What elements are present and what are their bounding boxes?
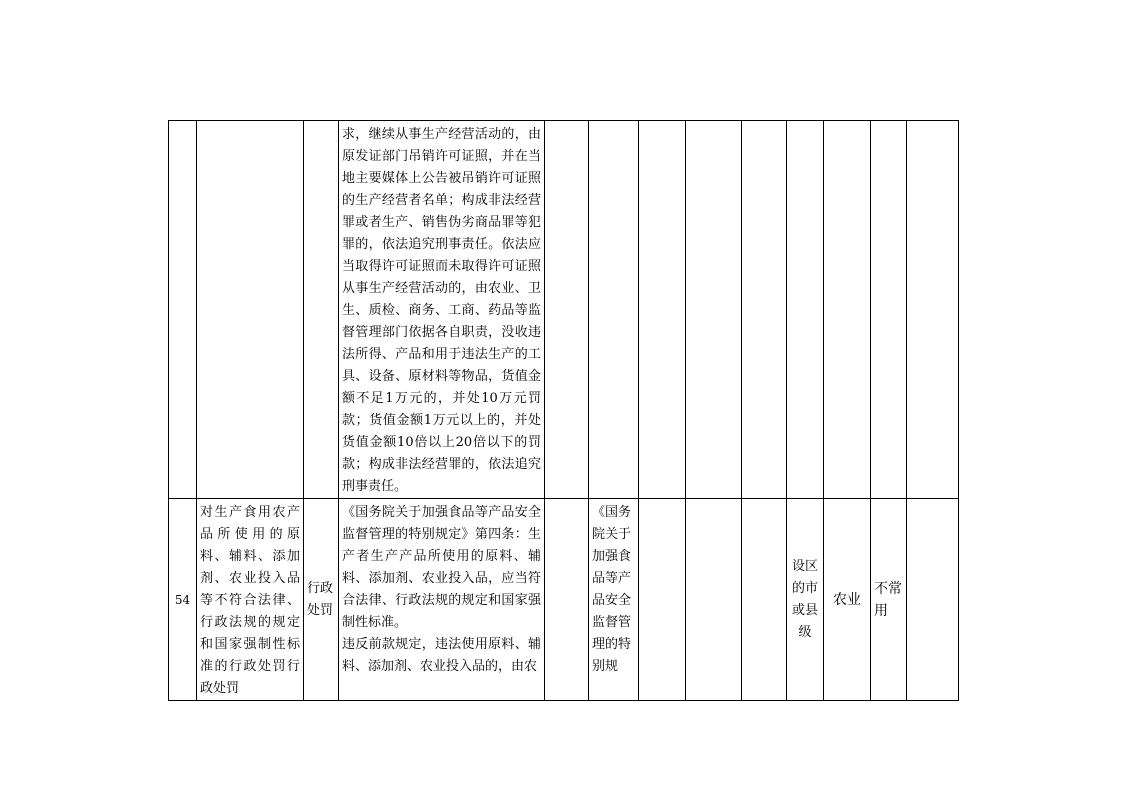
doc-cell: [589, 121, 639, 499]
doc-cell: 《国务院关于加强食品等产品安全监督管理的特别规: [589, 499, 639, 701]
empty-cell: [907, 121, 959, 499]
empty-cell: [686, 121, 742, 499]
freq-cell: [871, 121, 907, 499]
level-cell: [787, 121, 824, 499]
category-cell: [304, 121, 339, 499]
level-cell: 设区的市或县级: [787, 499, 824, 701]
empty-cell: [639, 499, 686, 701]
empty-cell: [686, 499, 742, 701]
empty-cell: [907, 499, 959, 701]
dept-cell: 农业: [824, 499, 871, 701]
empty-cell: [545, 499, 589, 701]
freq-cell: 不常用: [871, 499, 907, 701]
empty-cell: [545, 121, 589, 499]
item-name-cell: 对生产食用农产品所使用的原料、辅料、添加剂、农业投入品等不符合法律、行政法规的规定和国家强制性标准的行政处罚行政处罚: [197, 499, 304, 701]
basis-cell: 《国务院关于加强食品等产品安全监督管理的特别规定》第四条：生产者生产产品所使用的原料、辅料、添加剂、农业投入品，应当符合法律、行政法规的规定和国家强制性标准。 违反前款规定，违法使用原料、辅料、添加剂、农业投入品的，由农: [339, 499, 545, 701]
table-row: [169, 499, 959, 701]
empty-cell: [742, 499, 787, 701]
item-name-cell: [197, 121, 304, 499]
power-list-table: [168, 120, 959, 701]
empty-cell: [742, 121, 787, 499]
category-cell: 行政处罚: [304, 499, 339, 701]
basis-cell: 求，继续从事生产经营活动的，由原发证部门吊销许可证照，并在当地主要媒体上公告被吊销许可证照的生产经营者名单；构成非法经营罪或者生产、销售伪劣商品罪等犯罪的，依法追究刑事责任。依法应当取得许可证照而未取得许可证照从事生产经营活动的，由农业、卫生、质检、商务、工商、药品等监督管理部门依据各自职责，没收违法所得、产品和用于违法生产的工具、设备、原材料等物品，货值金额不足1万元的，并处10万元罚款；货值金额1万元以上的，并处货值金额10倍以上20倍以下的罚款；构成非法经营罪的，依法追究刑事责任。: [339, 121, 545, 499]
dept-cell: [824, 121, 871, 499]
seq-cell: 54: [169, 499, 197, 701]
table-row: [169, 121, 959, 499]
empty-cell: [639, 121, 686, 499]
seq-cell: [169, 121, 197, 499]
